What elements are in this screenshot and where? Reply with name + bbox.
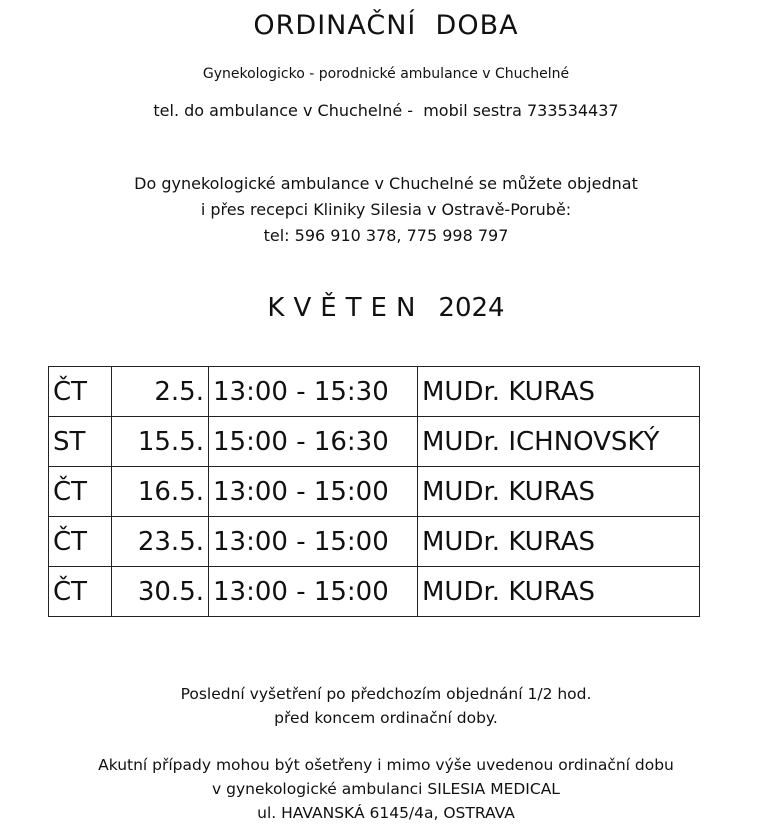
time-cell: 15:00 - 16:30: [209, 417, 418, 467]
doctor-cell: MUDr. KURAS: [418, 367, 700, 417]
doctor-cell: MUDr. KURAS: [418, 567, 700, 617]
date-cell: 15.5.: [112, 417, 209, 467]
time-cell: 13:00 - 15:00: [209, 567, 418, 617]
table-row: [49, 417, 700, 467]
last-exam-line-1: Poslední vyšetření po předchozím objednání 1/2 hod.: [180, 685, 592, 703]
doctor-cell: MUDr. KURAS: [418, 517, 700, 567]
acute-line-2: v gynekologické ambulanci SILESIA MEDICAL: [212, 780, 560, 798]
page-title: ORDINAČNÍ DOBA: [253, 10, 519, 41]
date-cell: 23.5.: [112, 517, 209, 567]
booking-line-1: Do gynekologické ambulance v Chuchelné se můžete objednat: [134, 174, 638, 193]
time-cell: 13:00 - 15:30: [209, 367, 418, 417]
schedule-table: [48, 366, 700, 617]
acute-address: ul. HAVANSKÁ 6145/4a, OSTRAVA: [257, 804, 515, 822]
booking-line-2: i přes recepci Kliniky Silesia v Ostravě-Porubě:: [200, 200, 572, 219]
table-row: [49, 467, 700, 517]
date-cell: 2.5.: [112, 367, 209, 417]
table-row: [49, 567, 700, 617]
clinic-phone-line: tel. do ambulance v Chuchelné - mobil sestra 733534437: [153, 101, 619, 120]
day-cell: ČT: [49, 367, 112, 417]
table-row: [49, 367, 700, 417]
day-cell: ČT: [49, 467, 112, 517]
table-row: [49, 517, 700, 567]
month-name: KVĚTEN: [267, 293, 425, 323]
month-year: 2024: [438, 293, 505, 323]
last-exam-line-2: před koncem ordinační doby.: [274, 709, 498, 727]
acute-line-1: Akutní případy mohou být ošetřeny i mimo výše uvedenou ordinační dobu: [98, 756, 674, 774]
time-cell: 13:00 - 15:00: [209, 467, 418, 517]
doctor-cell: MUDr. KURAS: [418, 467, 700, 517]
day-cell: ČT: [49, 517, 112, 567]
booking-phones: tel: 596 910 378, 775 998 797: [263, 226, 509, 245]
month-heading: [0, 293, 772, 323]
date-cell: 30.5.: [112, 567, 209, 617]
date-cell: 16.5.: [112, 467, 209, 517]
clinic-subtitle: Gynekologicko - porodnické ambulance v Chuchelné: [202, 66, 570, 82]
day-cell: ST: [49, 417, 112, 467]
time-cell: 13:00 - 15:00: [209, 517, 418, 567]
doctor-cell: MUDr. ICHNOVSKÝ: [418, 417, 700, 467]
day-cell: ČT: [49, 567, 112, 617]
